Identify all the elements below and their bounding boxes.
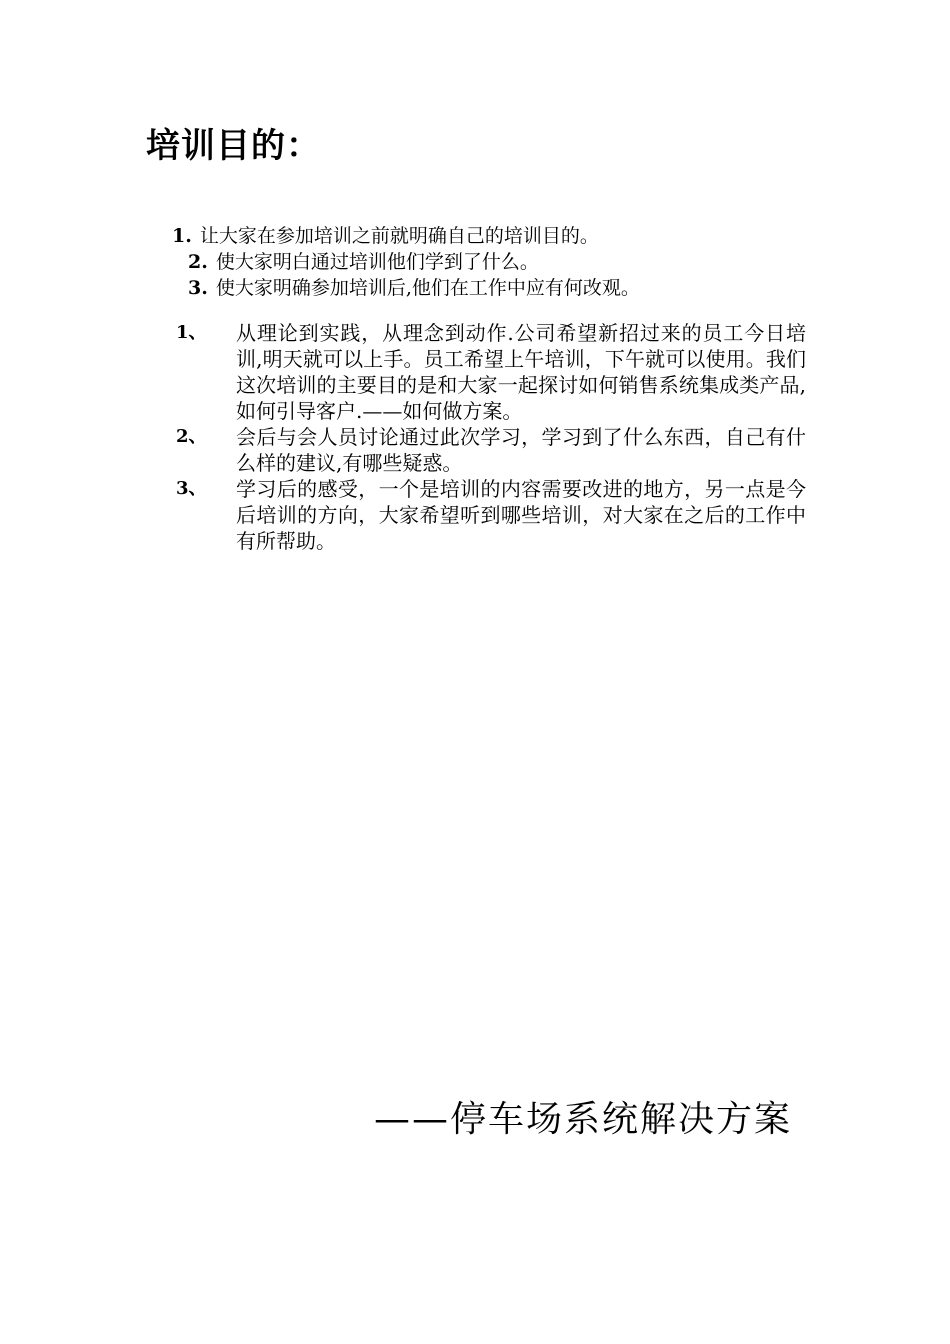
goal-text: 使大家明确参加培训后,他们在工作中应有何改观。 — [215, 277, 640, 299]
page-title: 培训目的： — [146, 126, 321, 166]
point-number: 3、 — [176, 478, 207, 499]
point-item — [176, 320, 806, 424]
point-text: 会后与会人员讨论通过此次学习，学习到了什么东西，自己有什么样的建议,有哪些疑惑。 — [236, 425, 806, 475]
point-item — [176, 424, 806, 476]
point-text: 学习后的感受，一个是培训的内容需要改进的地方，另一点是今后培训的方向，大家希望听到哪些培训，对大家在之后的工作中有所帮助。 — [236, 477, 806, 553]
footer-heading: ——停车场系统解决方案 — [374, 1099, 793, 1140]
point-number: 1、 — [176, 322, 207, 343]
point-number: 2、 — [176, 426, 207, 447]
point-text: 从理论到实践，从理念到动作.公司希望新招过来的员工今日培训,明天就可以上手。员工希望上午培训，下午就可以使用。我们这次培训的主要目的是和大家一起探讨如何销售系统集成类产品,如何引导客户.——如何做方案。 — [236, 321, 806, 423]
points-list — [176, 320, 806, 554]
goal-text: 让大家在参加培训之前就明确自己的培训目的。 — [199, 225, 599, 247]
goal-item — [172, 223, 640, 249]
goal-item — [172, 275, 640, 301]
goal-number: 1. — [172, 225, 192, 247]
point-item — [176, 476, 806, 554]
goals-list — [172, 223, 640, 301]
goal-text: 使大家明白通过培训他们学到了什么。 — [215, 251, 539, 273]
goal-number: 2. — [188, 251, 208, 273]
goal-item — [172, 249, 640, 275]
goal-number: 3. — [188, 277, 208, 299]
